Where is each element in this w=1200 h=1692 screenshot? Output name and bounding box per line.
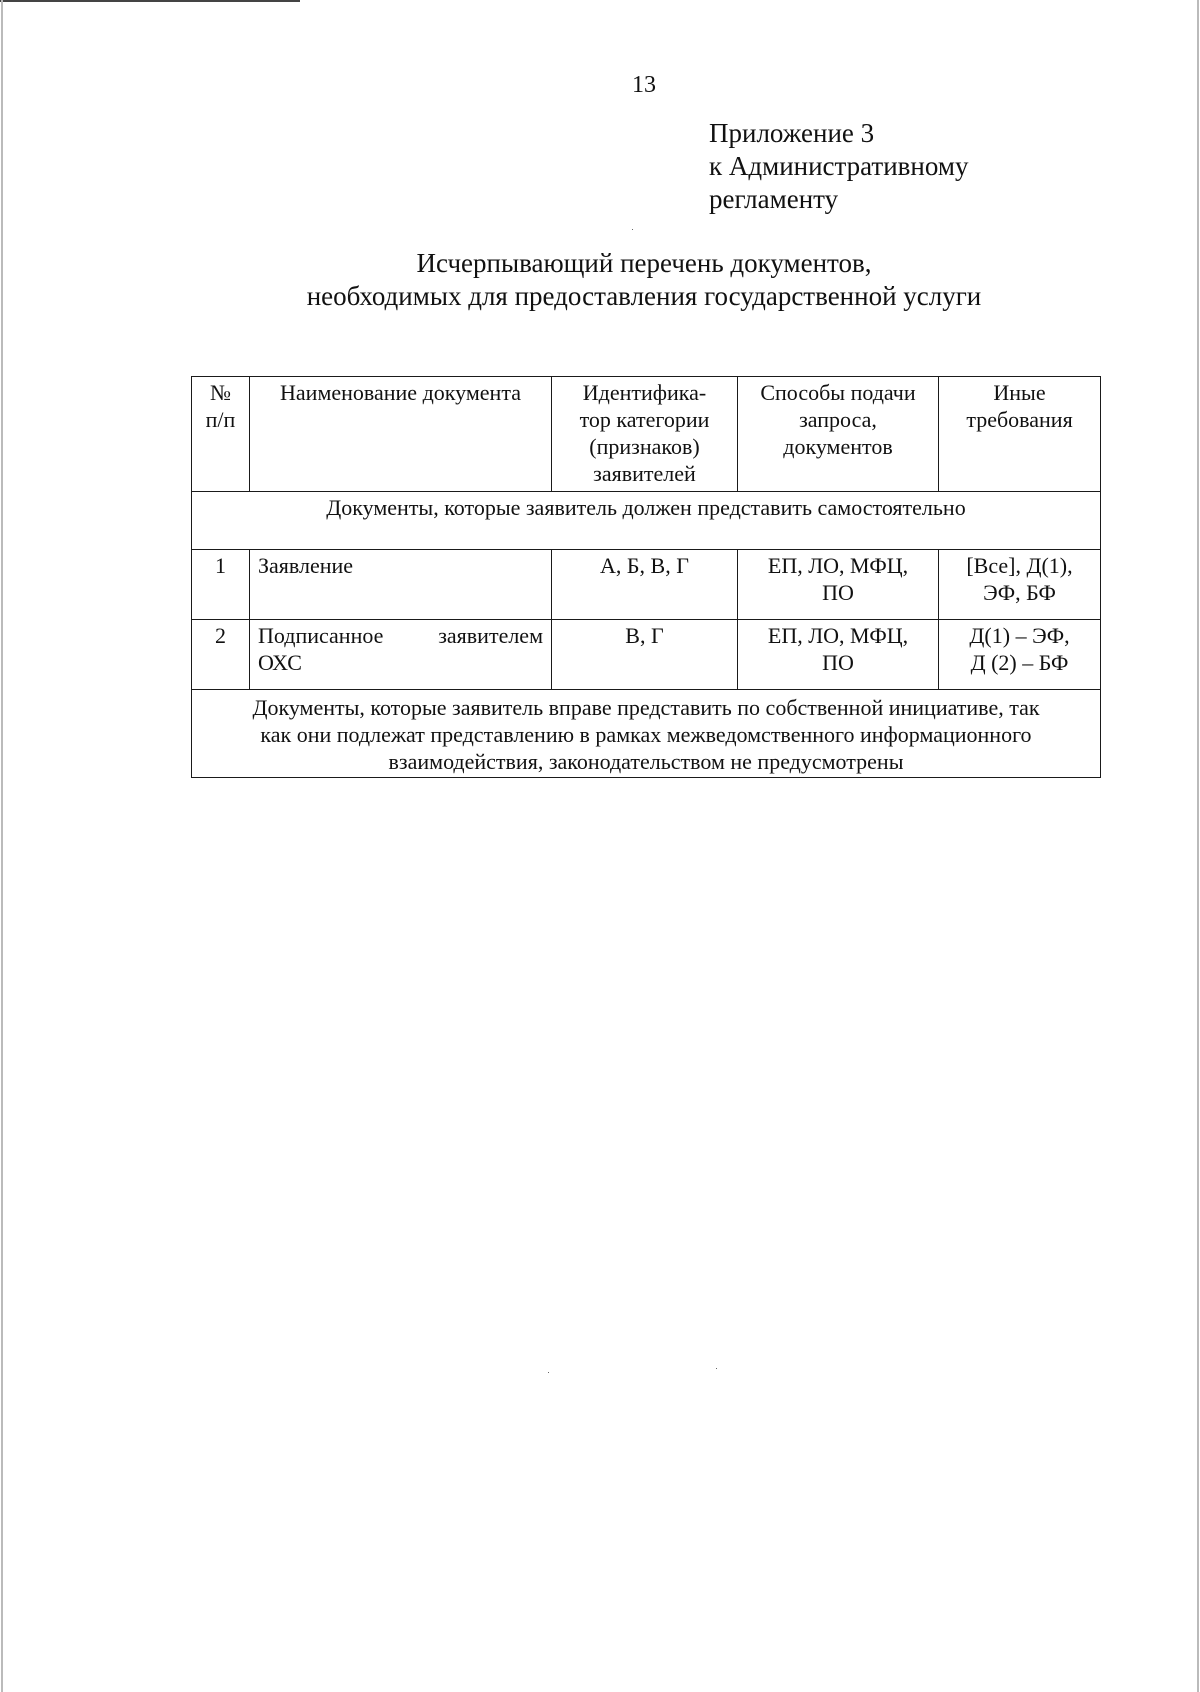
table-row bbox=[192, 620, 1101, 690]
row-other-requirements bbox=[939, 550, 1101, 620]
row-category: В, Г bbox=[552, 620, 738, 690]
appendix-note bbox=[709, 117, 968, 216]
row-document-name-line: ОХС bbox=[258, 650, 302, 675]
table-section-row bbox=[192, 492, 1101, 550]
table-row bbox=[192, 550, 1101, 620]
header-document-name-text: Наименование документа bbox=[280, 380, 521, 405]
appendix-line: к Административному bbox=[709, 151, 969, 181]
header-other-line: Иные bbox=[993, 380, 1046, 405]
scan-speck bbox=[632, 229, 633, 230]
header-submission-methods bbox=[738, 377, 939, 492]
row-other-line: Д (2) – БФ bbox=[970, 650, 1069, 675]
documents-table bbox=[191, 376, 1101, 778]
row-methods-line: ЕП, ЛО, МФЦ, bbox=[767, 553, 909, 578]
table-section-row bbox=[192, 690, 1101, 778]
header-number-line: № bbox=[210, 380, 231, 405]
header-methods-line: Способы подачи bbox=[760, 380, 916, 405]
scan-edge-line-top bbox=[0, 0, 300, 2]
header-methods-line: документов bbox=[783, 434, 893, 459]
section-optional-line: взаимодействия, законодательством не предусмотрены bbox=[388, 749, 904, 774]
row-category: А, Б, В, Г bbox=[552, 550, 738, 620]
scan-speck bbox=[548, 1372, 549, 1373]
row-methods-line: ПО bbox=[822, 580, 854, 605]
row-methods bbox=[738, 550, 939, 620]
header-number bbox=[192, 377, 250, 492]
header-category-line: тор категории bbox=[579, 407, 710, 432]
row-other-line: [Все], Д(1), bbox=[966, 553, 1073, 578]
row-methods-line: ЕП, ЛО, МФЦ, bbox=[767, 623, 909, 648]
section-own-documents: Документы, которые заявитель должен представить самостоятельно bbox=[192, 492, 1101, 550]
row-document-name-line: Заявление bbox=[258, 553, 354, 578]
section-optional-line: как они подлежат представлению в рамках межведомственного информационного bbox=[260, 722, 1032, 747]
row-other-requirements bbox=[939, 620, 1101, 690]
header-category-line: (признаков) bbox=[589, 434, 700, 459]
header-methods-line: запроса, bbox=[799, 407, 877, 432]
row-document-name bbox=[250, 550, 552, 620]
header-other-line: требования bbox=[966, 407, 1073, 432]
row-number: 2 bbox=[192, 620, 250, 690]
header-document-name bbox=[250, 377, 552, 492]
row-methods-line: ПО bbox=[822, 650, 854, 675]
row-number: 1 bbox=[192, 550, 250, 620]
header-category-id bbox=[552, 377, 738, 492]
row-document-name-line: Подписанное заявителем bbox=[258, 623, 543, 648]
page-number: 13 bbox=[632, 72, 656, 98]
row-methods bbox=[738, 620, 939, 690]
scan-speck bbox=[716, 1368, 717, 1369]
row-document-name bbox=[250, 620, 552, 690]
section-optional-documents bbox=[192, 690, 1101, 778]
appendix-line: Приложение 3 bbox=[709, 118, 875, 148]
header-number-line: п/п bbox=[205, 407, 236, 432]
header-other-requirements bbox=[939, 377, 1101, 492]
header-category-line: Идентифика- bbox=[582, 380, 707, 405]
table-header-row bbox=[192, 377, 1101, 492]
header-category-line: заявителей bbox=[593, 461, 696, 486]
title-line: необходимых для предоставления государственной услуги bbox=[306, 281, 982, 311]
section-optional-line: Документы, которые заявитель вправе представить по собственной инициативе, так bbox=[252, 695, 1040, 720]
appendix-line: регламенту bbox=[709, 184, 839, 214]
document-title bbox=[0, 247, 1200, 313]
row-other-line: Д(1) – ЭФ, bbox=[969, 623, 1070, 648]
title-line: Исчерпывающий перечень документов, bbox=[416, 248, 872, 278]
row-other-line: ЭФ, БФ bbox=[983, 580, 1056, 605]
